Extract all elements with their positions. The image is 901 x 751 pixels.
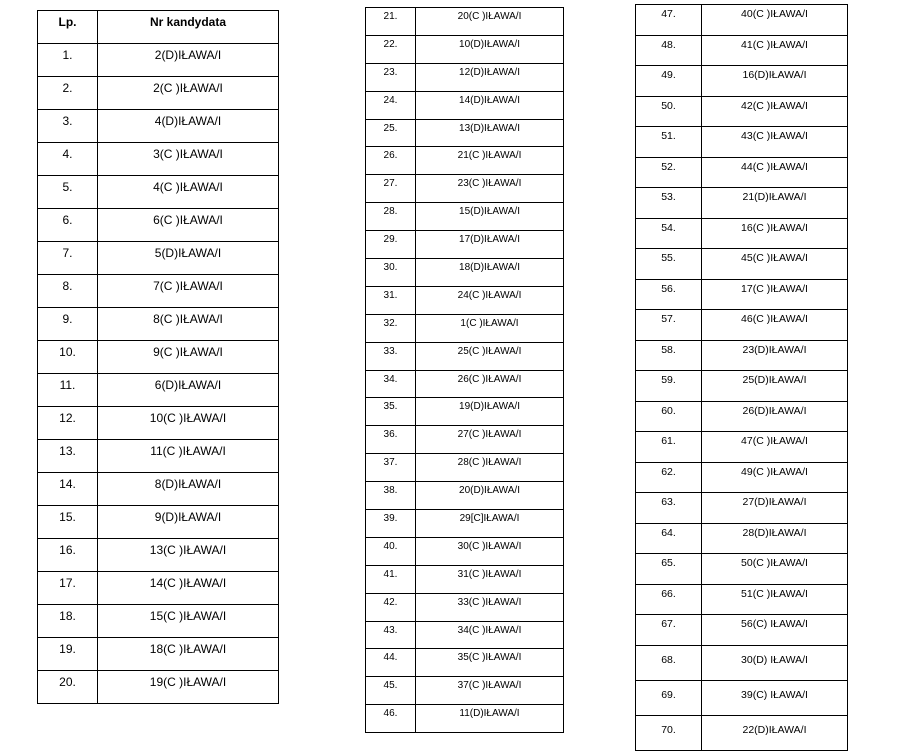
table-row (636, 218, 848, 249)
cell-lp: 67. (636, 615, 702, 646)
table-row (636, 371, 848, 402)
cell-lp: 65. (636, 554, 702, 585)
cell-nr-kandydata: 8(D)IŁAWA/I (98, 473, 279, 506)
table-row (366, 677, 564, 705)
cell-nr-kandydata: 8(C )IŁAWA/I (98, 308, 279, 341)
table-row (366, 259, 564, 287)
table-row (636, 401, 848, 432)
cell-lp: 57. (636, 310, 702, 341)
cell-lp: 22. (366, 35, 416, 63)
cell-nr-kandydata: 45(C )IŁAWA/I (702, 249, 848, 280)
cell-nr-kandydata: 25(C )IŁAWA/I (416, 342, 564, 370)
cell-lp: 54. (636, 218, 702, 249)
table-header-row (38, 11, 279, 44)
cell-lp: 42. (366, 593, 416, 621)
table-row (636, 584, 848, 615)
cell-lp: 1. (38, 44, 98, 77)
cell-nr-kandydata: 23(C )IŁAWA/I (416, 175, 564, 203)
cell-nr-kandydata: 4(D)IŁAWA/I (98, 110, 279, 143)
cell-lp: 6. (38, 209, 98, 242)
table-row (636, 493, 848, 524)
table-row (636, 66, 848, 97)
cell-lp: 69. (636, 680, 702, 715)
cell-nr-kandydata: 33(C )IŁAWA/I (416, 593, 564, 621)
table-row (366, 705, 564, 733)
cell-nr-kandydata: 15(C )IŁAWA/I (98, 605, 279, 638)
cell-nr-kandydata: 28(C )IŁAWA/I (416, 454, 564, 482)
table-row (38, 242, 279, 275)
table-row (38, 572, 279, 605)
cell-nr-kandydata: 27(C )IŁAWA/I (416, 426, 564, 454)
cell-nr-kandydata: 10(D)IŁAWA/I (416, 35, 564, 63)
table-row (38, 77, 279, 110)
table-row (636, 35, 848, 66)
cell-lp: 62. (636, 462, 702, 493)
cell-nr-kandydata: 7(C )IŁAWA/I (98, 275, 279, 308)
cell-lp: 60. (636, 401, 702, 432)
cell-nr-kandydata: 26(D)IŁAWA/I (702, 401, 848, 432)
table-row (366, 91, 564, 119)
table-row (366, 426, 564, 454)
table-row (38, 176, 279, 209)
cell-lp: 49. (636, 66, 702, 97)
cell-lp: 64. (636, 523, 702, 554)
table-row (366, 147, 564, 175)
table-row (636, 645, 848, 680)
cell-nr-kandydata: 49(C )IŁAWA/I (702, 462, 848, 493)
cell-lp: 44. (366, 649, 416, 677)
cell-lp: 35. (366, 398, 416, 426)
table-row (636, 432, 848, 463)
table-row (366, 398, 564, 426)
table-row (636, 554, 848, 585)
table-row (38, 341, 279, 374)
cell-nr-kandydata: 22(D)IŁAWA/I (702, 715, 848, 750)
table-row (366, 537, 564, 565)
cell-nr-kandydata: 20(D)IŁAWA/I (416, 482, 564, 510)
table-row (366, 621, 564, 649)
cell-nr-kandydata: 35(C )IŁAWA/I (416, 649, 564, 677)
cell-nr-kandydata: 28(D)IŁAWA/I (702, 523, 848, 554)
table-row (38, 638, 279, 671)
cell-lp: 37. (366, 454, 416, 482)
table-row (366, 314, 564, 342)
cell-lp: 26. (366, 147, 416, 175)
cell-lp: 40. (366, 537, 416, 565)
cell-lp: 8. (38, 275, 98, 308)
table-row (366, 649, 564, 677)
table-row (38, 506, 279, 539)
cell-nr-kandydata: 10(C )IŁAWA/I (98, 407, 279, 440)
cell-lp: 36. (366, 426, 416, 454)
cell-nr-kandydata: 6(D)IŁAWA/I (98, 374, 279, 407)
cell-nr-kandydata: 25(D)IŁAWA/I (702, 371, 848, 402)
cell-lp: 33. (366, 342, 416, 370)
candidates-table-3 (635, 4, 848, 751)
cell-lp: 27. (366, 175, 416, 203)
cell-nr-kandydata: 12(D)IŁAWA/I (416, 63, 564, 91)
cell-nr-kandydata: 37(C )IŁAWA/I (416, 677, 564, 705)
table-row (38, 110, 279, 143)
table-row (636, 680, 848, 715)
cell-nr-kandydata: 26(C )IŁAWA/I (416, 370, 564, 398)
cell-nr-kandydata: 43(C )IŁAWA/I (702, 127, 848, 158)
table-row (366, 454, 564, 482)
table-row (38, 671, 279, 704)
table-row (366, 342, 564, 370)
table-row (636, 157, 848, 188)
cell-nr-kandydata: 9(D)IŁAWA/I (98, 506, 279, 539)
candidates-table-2 (365, 7, 564, 733)
table-row (38, 374, 279, 407)
cell-lp: 53. (636, 188, 702, 219)
cell-nr-kandydata: 13(C )IŁAWA/I (98, 539, 279, 572)
cell-lp: 14. (38, 473, 98, 506)
cell-lp: 15. (38, 506, 98, 539)
table-row (636, 523, 848, 554)
cell-lp: 5. (38, 176, 98, 209)
cell-lp: 3. (38, 110, 98, 143)
table-row (636, 188, 848, 219)
cell-lp: 45. (366, 677, 416, 705)
cell-lp: 11. (38, 374, 98, 407)
table-row (366, 593, 564, 621)
cell-lp: 23. (366, 63, 416, 91)
cell-lp: 4. (38, 143, 98, 176)
table-row (636, 5, 848, 36)
cell-nr-kandydata: 31(C )IŁAWA/I (416, 565, 564, 593)
cell-lp: 63. (636, 493, 702, 524)
cell-lp: 10. (38, 341, 98, 374)
cell-lp: 32. (366, 314, 416, 342)
cell-nr-kandydata: 46(C )IŁAWA/I (702, 310, 848, 341)
table-row (366, 203, 564, 231)
cell-lp: 13. (38, 440, 98, 473)
table-row (366, 119, 564, 147)
cell-nr-kandydata: 16(D)IŁAWA/I (702, 66, 848, 97)
cell-nr-kandydata: 41(C )IŁAWA/I (702, 35, 848, 66)
cell-nr-kandydata: 50(C )IŁAWA/I (702, 554, 848, 585)
cell-nr-kandydata: 17(D)IŁAWA/I (416, 231, 564, 259)
table-row (366, 231, 564, 259)
table-row (636, 340, 848, 371)
cell-lp: 17. (38, 572, 98, 605)
cell-lp: 50. (636, 96, 702, 127)
table-row (366, 8, 564, 36)
cell-lp: 59. (636, 371, 702, 402)
cell-nr-kandydata: 27(D)IŁAWA/I (702, 493, 848, 524)
table-body-1 (38, 44, 279, 704)
table-row (38, 44, 279, 77)
cell-nr-kandydata: 51(C )IŁAWA/I (702, 584, 848, 615)
cell-nr-kandydata: 14(C )IŁAWA/I (98, 572, 279, 605)
cell-nr-kandydata: 18(D)IŁAWA/I (416, 259, 564, 287)
cell-lp: 2. (38, 77, 98, 110)
cell-nr-kandydata: 34(C )IŁAWA/I (416, 621, 564, 649)
table-row (366, 35, 564, 63)
cell-lp: 61. (636, 432, 702, 463)
table-body-2 (366, 8, 564, 733)
cell-nr-kandydata: 24(C )IŁAWA/I (416, 286, 564, 314)
table-row (38, 473, 279, 506)
cell-lp: 52. (636, 157, 702, 188)
cell-nr-kandydata: 44(C )IŁAWA/I (702, 157, 848, 188)
cell-lp: 43. (366, 621, 416, 649)
cell-nr-kandydata: 11(D)IŁAWA/I (416, 705, 564, 733)
table-row (636, 127, 848, 158)
cell-nr-kandydata: 39(C) IŁAWA/I (702, 680, 848, 715)
cell-nr-kandydata: 1(C )IŁAWA/I (416, 314, 564, 342)
cell-nr-kandydata: 5(D)IŁAWA/I (98, 242, 279, 275)
cell-lp: 12. (38, 407, 98, 440)
cell-nr-kandydata: 56(C) IŁAWA/I (702, 615, 848, 646)
cell-nr-kandydata: 18(C )IŁAWA/I (98, 638, 279, 671)
table-row (38, 308, 279, 341)
cell-nr-kandydata: 6(C )IŁAWA/I (98, 209, 279, 242)
cell-lp: 7. (38, 242, 98, 275)
table-row (636, 715, 848, 750)
cell-nr-kandydata: 4(C )IŁAWA/I (98, 176, 279, 209)
cell-nr-kandydata: 17(C )IŁAWA/I (702, 279, 848, 310)
cell-lp: 51. (636, 127, 702, 158)
table-row (366, 370, 564, 398)
cell-lp: 70. (636, 715, 702, 750)
cell-nr-kandydata: 21(D)IŁAWA/I (702, 188, 848, 219)
table-row (636, 615, 848, 646)
table-row (636, 310, 848, 341)
table-row (38, 209, 279, 242)
table-row (38, 440, 279, 473)
cell-lp: 56. (636, 279, 702, 310)
cell-lp: 34. (366, 370, 416, 398)
cell-nr-kandydata: 42(C )IŁAWA/I (702, 96, 848, 127)
cell-lp: 66. (636, 584, 702, 615)
cell-nr-kandydata: 14(D)IŁAWA/I (416, 91, 564, 119)
table-row (38, 407, 279, 440)
cell-nr-kandydata: 3(C )IŁAWA/I (98, 143, 279, 176)
cell-lp: 21. (366, 8, 416, 36)
cell-lp: 31. (366, 286, 416, 314)
table-row (366, 63, 564, 91)
table-row (366, 510, 564, 538)
cell-lp: 24. (366, 91, 416, 119)
cell-nr-kandydata: 16(C )IŁAWA/I (702, 218, 848, 249)
table-row (636, 249, 848, 280)
table-row (366, 286, 564, 314)
cell-lp: 30. (366, 259, 416, 287)
table-row (38, 539, 279, 572)
table-row (38, 275, 279, 308)
cell-lp: 20. (38, 671, 98, 704)
cell-lp: 47. (636, 5, 702, 36)
cell-nr-kandydata: 20(C )IŁAWA/I (416, 8, 564, 36)
table-row (366, 482, 564, 510)
cell-nr-kandydata: 40(C )IŁAWA/I (702, 5, 848, 36)
cell-lp: 25. (366, 119, 416, 147)
cell-nr-kandydata: 47(C )IŁAWA/I (702, 432, 848, 463)
cell-nr-kandydata: 23(D)IŁAWA/I (702, 340, 848, 371)
table-row (366, 565, 564, 593)
table-body-3 (636, 5, 848, 751)
cell-nr-kandydata: 15(D)IŁAWA/I (416, 203, 564, 231)
cell-lp: 46. (366, 705, 416, 733)
cell-nr-kandydata: 29[C]IŁAWA/I (416, 510, 564, 538)
table-row (38, 143, 279, 176)
cell-nr-kandydata: 11(C )IŁAWA/I (98, 440, 279, 473)
cell-nr-kandydata: 13(D)IŁAWA/I (416, 119, 564, 147)
table-row (38, 605, 279, 638)
table-row (636, 96, 848, 127)
table-row (636, 462, 848, 493)
cell-nr-kandydata: 21(C )IŁAWA/I (416, 147, 564, 175)
candidates-table-1 (37, 10, 279, 704)
cell-lp: 19. (38, 638, 98, 671)
cell-nr-kandydata: 2(C )IŁAWA/I (98, 77, 279, 110)
cell-lp: 68. (636, 645, 702, 680)
cell-lp: 28. (366, 203, 416, 231)
cell-lp: 38. (366, 482, 416, 510)
cell-lp: 41. (366, 565, 416, 593)
header-lp: Lp. (38, 11, 98, 44)
cell-lp: 48. (636, 35, 702, 66)
cell-nr-kandydata: 9(C )IŁAWA/I (98, 341, 279, 374)
cell-nr-kandydata: 30(C )IŁAWA/I (416, 537, 564, 565)
cell-lp: 29. (366, 231, 416, 259)
cell-nr-kandydata: 19(D)IŁAWA/I (416, 398, 564, 426)
header-nr-kandydata: Nr kandydata (98, 11, 279, 44)
cell-nr-kandydata: 30(D) IŁAWA/I (702, 645, 848, 680)
cell-lp: 18. (38, 605, 98, 638)
table-row (636, 279, 848, 310)
cell-nr-kandydata: 2(D)IŁAWA/I (98, 44, 279, 77)
cell-lp: 9. (38, 308, 98, 341)
cell-nr-kandydata: 19(C )IŁAWA/I (98, 671, 279, 704)
cell-lp: 39. (366, 510, 416, 538)
cell-lp: 58. (636, 340, 702, 371)
table-row (366, 175, 564, 203)
cell-lp: 55. (636, 249, 702, 280)
cell-lp: 16. (38, 539, 98, 572)
